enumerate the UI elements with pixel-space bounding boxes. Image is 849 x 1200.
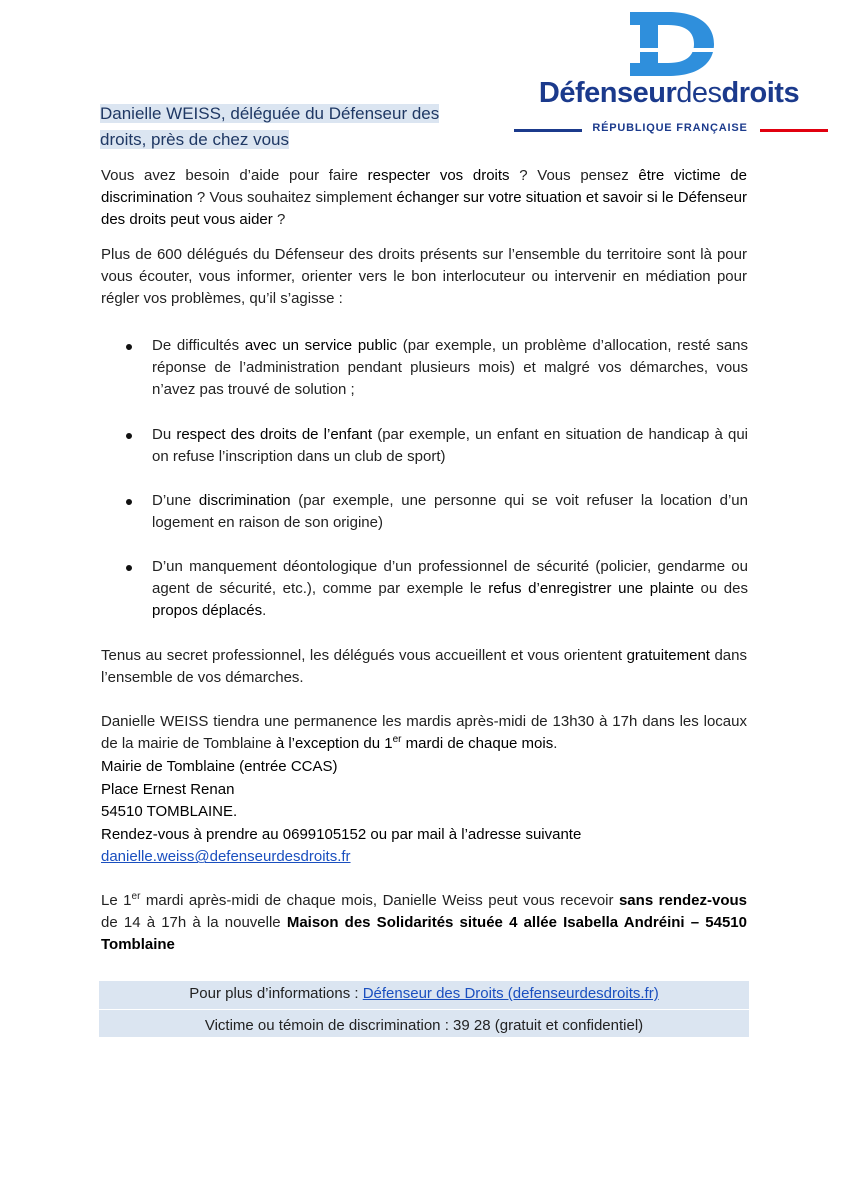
title-line-1: Danielle WEISS, déléguée du Défenseur des bbox=[100, 104, 440, 123]
logo-name-part-2: des bbox=[676, 77, 722, 109]
bullet-1-text-1: De difficultés bbox=[152, 337, 245, 354]
title-line-2: droits, près de chez vous bbox=[100, 130, 289, 149]
logo-blue-rule bbox=[514, 129, 582, 132]
sans-rdv-text-2: mardi après-midi de chaque mois, Danielle Weiss peut vous recevoir bbox=[140, 892, 619, 909]
address-line-2: Place Ernest Renan bbox=[101, 780, 235, 798]
list-item bbox=[126, 556, 748, 622]
bullet-4-text-1: D’un manquement déontologique d’un professionnel de sécurité (policier, gendarme ou agent de sécurité, etc.), comme par exemple le bbox=[152, 558, 748, 597]
address-block bbox=[101, 756, 751, 869]
secret-text-1: Tenus au secret professionnel, les délégués vous accueillent et vous orientent bbox=[101, 647, 627, 664]
secret-bold: gratuitement bbox=[626, 647, 710, 664]
sans-rdv-text-3: de 14 à 17h à la nouvelle bbox=[101, 914, 287, 931]
bullet-4-bold-2: propos déplacés bbox=[152, 602, 263, 619]
sans-rdv-bold-2: Maison des Solidarités située 4 allée Isabella Andréini – 54510 Tomblaine bbox=[101, 914, 747, 953]
bullet-icon bbox=[126, 565, 132, 571]
bullet-4-bold-1: refus d’enregistrer une plainte bbox=[488, 580, 694, 597]
info-box bbox=[99, 981, 749, 1037]
address-line-1: Mairie de Tomblaine (entrée CCAS) bbox=[101, 758, 338, 775]
intro-bold-3: échanger sur votre situation et savoir si le Défenseur des droits peut vous aider bbox=[101, 189, 747, 228]
d-monogram-icon bbox=[628, 12, 714, 76]
sans-rdv-paragraph bbox=[101, 890, 747, 956]
intro-text-3: ? Vous souhaitez simplement bbox=[192, 189, 397, 206]
bullet-4-text-3: . bbox=[262, 602, 267, 619]
bullet-text bbox=[152, 490, 748, 534]
logo-wordmark bbox=[508, 76, 830, 110]
bullet-2-text-1: Du bbox=[152, 426, 177, 443]
info-prefix: Pour plus d’informations : bbox=[189, 985, 363, 1002]
logo-red-rule bbox=[760, 129, 828, 132]
address-line-3: 54510 TOMBLAINE. bbox=[101, 803, 238, 821]
permanence-bold-1: à l’exception du 1 bbox=[275, 735, 393, 752]
logo-republique-text: RÉPUBLIQUE FRANÇAISE bbox=[592, 122, 748, 134]
bullet-text bbox=[152, 556, 748, 622]
bullet-text bbox=[152, 424, 748, 468]
bullet-text bbox=[152, 335, 748, 401]
sans-rdv-text-1: Le 1 bbox=[101, 892, 132, 909]
appointment-line: Rendez-vous à prendre au 0699105152 ou par mail à l’adresse suivante bbox=[101, 825, 582, 843]
sans-rdv-sup: er bbox=[131, 891, 141, 902]
bullet-3-text-2: (par exemple, une personne qui se voit refuser la location d’un logement en raison de son origine) bbox=[152, 492, 748, 531]
defenseur-des-droits-logo bbox=[508, 12, 830, 132]
intro-text-1: Vous avez besoin d’aide pour faire bbox=[101, 167, 368, 184]
email-link[interactable]: danielle.weiss@defenseurdesdroits.fr bbox=[101, 848, 351, 866]
secret-paragraph bbox=[101, 645, 747, 689]
delegues-paragraph: Plus de 600 délégués du Défenseur des droits présents sur l’ensemble du territoire sont là pour vous écouter, vous informer, orienter vers le bon interlocuteur ou intervenir en médiation pour régler vos problèmes, qu’il s’agisse : bbox=[101, 246, 747, 307]
permanence-bold-2: mardi de chaque mois bbox=[401, 735, 554, 752]
permanence-paragraph bbox=[101, 711, 747, 755]
bullet-icon bbox=[126, 433, 132, 439]
info-line-2: Victime ou témoin de discrimination : 39 28 (gratuit et confidentiel) bbox=[204, 1017, 644, 1034]
permanence-text-1: Danielle WEISS tiendra une permanence les mardis après-midi de 13h30 à 17h dans les locaux de la mairie de Tomblaine bbox=[101, 713, 747, 752]
sans-rdv-bold-1: sans rendez-vous bbox=[618, 892, 747, 909]
intro-bold-1: respecter vos droits bbox=[367, 167, 510, 184]
secret-text-2: dans l’ensemble de vos démarches. bbox=[101, 647, 747, 686]
logo-name-part-1: Défenseur bbox=[538, 77, 677, 109]
page-title bbox=[100, 101, 460, 153]
intro-text-4: ? bbox=[272, 211, 286, 228]
intro-bold-2: être victime de discrimination bbox=[101, 167, 747, 206]
bullet-icon bbox=[126, 499, 132, 505]
logo-name-part-3: droits bbox=[721, 77, 800, 109]
bullet-3-text-1: D’une bbox=[152, 492, 199, 509]
bullet-2-bold: respect des droits de l’enfant bbox=[176, 426, 373, 443]
website-link[interactable]: Défenseur des Droits (defenseurdesdroits.fr) bbox=[362, 985, 659, 1002]
bullet-1-bold: avec un service public bbox=[244, 337, 398, 354]
permanence-text-2: . bbox=[553, 735, 558, 752]
bullet-3-bold: discrimination bbox=[198, 492, 291, 509]
bullet-2-text-2: (par exemple, un enfant en situation de handicap à qui on refuse l’inscription dans un club de sport) bbox=[152, 426, 749, 465]
logo-republique bbox=[508, 122, 830, 138]
bullet-4-text-2: ou des bbox=[693, 580, 748, 597]
list-item bbox=[126, 335, 748, 401]
list-item bbox=[126, 490, 748, 534]
intro-paragraph bbox=[101, 165, 747, 231]
intro-text-2: ? Vous pensez bbox=[509, 167, 639, 184]
bullet-icon bbox=[126, 344, 132, 350]
list-item bbox=[126, 424, 748, 468]
permanence-sup: er bbox=[392, 734, 402, 745]
info-line-1 bbox=[99, 983, 749, 1005]
info-divider bbox=[99, 1009, 749, 1010]
bullet-1-text-2: (par exemple, un problème d’allocation, resté sans réponse de l’administration pendant plusieurs mois) et malgré vos démarches, vous n’avez pas trouvé de solution ; bbox=[152, 337, 749, 398]
